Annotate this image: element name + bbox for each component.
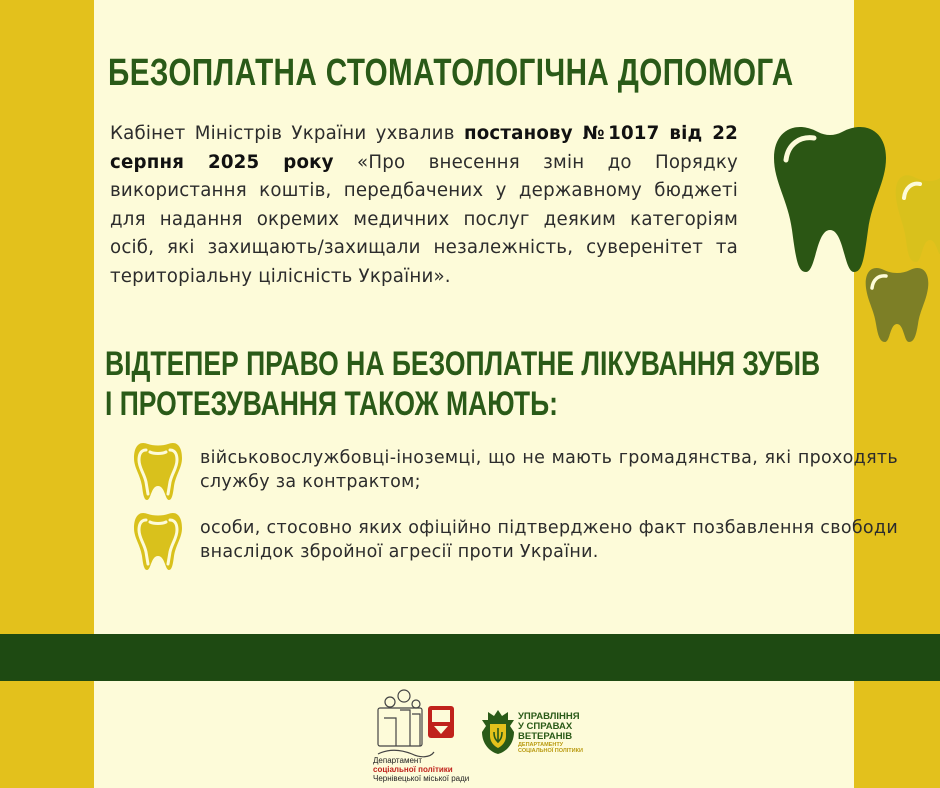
dept-name-line1: Департамент	[373, 756, 422, 765]
large-tooth-icon	[774, 127, 886, 272]
veterans-affairs-emblem	[480, 708, 516, 756]
eligibility-heading	[105, 344, 820, 424]
page-title: БЕЗОПЛАТНА СТОМАТОЛОГІЧНА ДОПОМОГА	[108, 52, 794, 94]
list-item-text: особи, стосовно яких офіційно підтверджено факт позбавлення свободи внаслідок збройної агресії проти України.	[200, 518, 898, 562]
eligibility-heading-line2: І ПРОТЕЗУВАННЯ ТАКОЖ МАЮТЬ:	[105, 385, 558, 423]
dept-name-line3: Чернівецької міської ради	[373, 774, 470, 783]
intro-paragraph	[110, 120, 738, 291]
yellow-tooth-icon	[896, 175, 940, 262]
footer-panel	[94, 681, 854, 788]
tooth-icon	[132, 440, 184, 502]
dept-name-line2: соціальної політики	[373, 765, 453, 774]
veterans-name-line4: ДЕПАРТАМЕНТУ	[518, 742, 564, 748]
social-policy-department-name	[373, 756, 469, 783]
list-item-text: військовослужбовці-іноземці, що не мають громадянства, які проходять службу за контрактом;	[200, 448, 898, 492]
city-coat-of-arms-icon	[428, 706, 454, 738]
veterans-name-line5: СОЦІАЛЬНОЇ ПОЛІТИКИ	[518, 748, 583, 754]
olive-tooth-icon	[866, 268, 929, 342]
intro-text-start: Кабінет Міністрів України ухвалив	[110, 123, 464, 144]
footer-green-band	[0, 634, 940, 681]
resolution-reference: постанову №1017 від 22 серпня 2025 року	[110, 123, 738, 173]
veterans-name-line2: У СПРАВАХ	[518, 721, 573, 732]
teeth-illustration	[766, 120, 940, 350]
intro-text-end: «Про внесення змін до Порядку використання коштів, передбачених у державному бюджеті для надання окремих медичних послуг деяким категоріям осіб, які захищають/захищали незалежність, суверенітет та територіальну цілісність України».	[110, 151, 738, 287]
veterans-name-line1: УПРАВЛІННЯ	[518, 711, 580, 722]
veterans-affairs-name	[518, 712, 583, 754]
veterans-name-line3: ВЕТЕРАНІВ	[518, 731, 573, 742]
eligibility-heading-line1: ВІДТЕПЕР ПРАВО НА БЕЗОПЛАТНЕ ЛІКУВАННЯ ЗУБІВ	[105, 345, 821, 383]
tooth-icon	[132, 510, 184, 572]
